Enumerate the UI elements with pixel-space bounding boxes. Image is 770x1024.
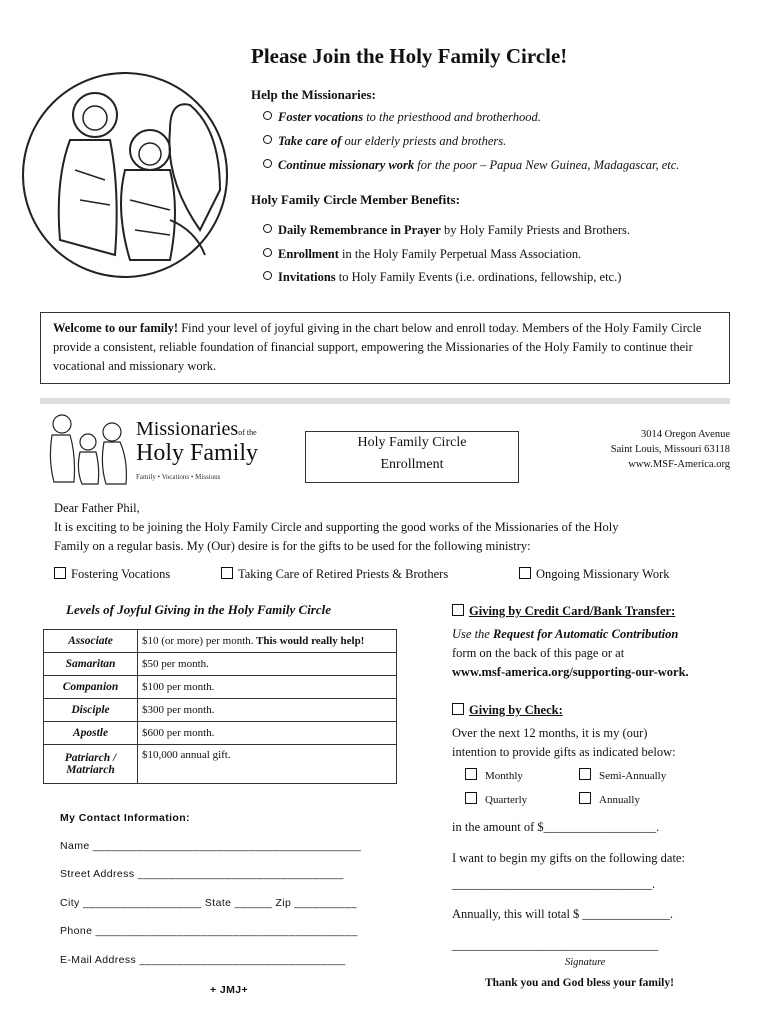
enrollment-line2: Enrollment	[380, 457, 444, 472]
levels-title: Levels of Joyful Giving in the Holy Family Circle	[66, 602, 332, 617]
annual-total-field[interactable]: Annually, this will total $ ______________.	[452, 907, 674, 921]
address-block	[611, 427, 730, 472]
signature-field[interactable]: _________________________________	[452, 938, 659, 952]
frequency-monthly[interactable]: Monthly	[465, 768, 523, 782]
letter-line1: It is exciting to be joining the Holy Family Circle and supporting the good works of the Missionaries of the Holy	[54, 520, 619, 534]
city-state-zip-field[interactable]: City ___________________ State ______ Zip __________	[60, 897, 357, 909]
phone-field[interactable]: Phone __________________________________________	[60, 925, 358, 937]
thank-you: Thank you and God bless your family!	[485, 977, 674, 989]
table-row: Companion $100 per month.	[44, 676, 397, 699]
check-option[interactable]: Giving by Check:	[452, 703, 563, 718]
ministry-option[interactable]: Fostering Vocations	[54, 567, 170, 582]
address-street: 3014 Oregon Avenue	[640, 429, 730, 440]
checkbox[interactable]	[519, 567, 531, 579]
table-row: Apostle $600 per month.	[44, 722, 397, 745]
benefit-item: Enrollment in the Holy Family Perpetual Mass Association.	[263, 247, 581, 262]
welcome-bold: Welcome to our family!	[53, 321, 179, 335]
check-line2: intention to provide gifts as indicated below:	[452, 745, 676, 759]
benefit-item: Invitations to Holy Family Events (i.e. ordinations, fellowship, etc.)	[263, 270, 621, 285]
begin-date-field[interactable]: ________________________________.	[452, 877, 656, 891]
logo-line2: Holy Family	[136, 440, 259, 466]
logo-illustration	[40, 410, 132, 486]
checkbox[interactable]	[54, 567, 66, 579]
name-field[interactable]: Name ___________________________________________	[60, 840, 362, 852]
address-city: Saint Louis, Missouri 63118	[610, 444, 730, 455]
checkbox[interactable]	[221, 567, 233, 579]
checkbox[interactable]	[579, 768, 591, 780]
checkbox[interactable]	[452, 604, 464, 616]
address-web: www.MSF-America.org	[628, 459, 730, 470]
checkbox[interactable]	[465, 768, 477, 780]
ministry-option[interactable]: Taking Care of Retired Priests & Brothers	[221, 567, 448, 582]
help-item: Foster vocations to the priesthood and brotherhood.	[263, 110, 541, 125]
logo-subtitle: Family • Vocations • Missions	[136, 473, 221, 481]
table-row: Associate $10 (or more) per month. This would really help!	[44, 630, 397, 653]
help-heading: Help the Missionaries:	[251, 87, 376, 102]
signature-label: Signature	[565, 957, 606, 968]
enrollment-box	[305, 431, 519, 483]
begin-label: I want to begin my gifts on the following date:	[452, 851, 685, 865]
letter-line2: Family on a regular basis. My (Our) desire is for the gifts to be used for the following ministry:	[54, 539, 531, 553]
contact-heading: My Contact Information:	[60, 812, 190, 824]
card-url[interactable]: www.msf-america.org/supporting-our-work.	[452, 665, 689, 679]
welcome-text: Find your level of joyful giving in the chart below and enroll today. Members of the Holy Family Circle provide a consistent, reliable foundation of financial support, empowering the Missionaries of the Holy Family to continue their vocational and missionary work.	[53, 321, 702, 373]
frequency-semi-annually[interactable]: Semi-Annually	[579, 768, 666, 782]
salutation: Dear Father Phil,	[54, 501, 140, 515]
help-item: Take care of our elderly priests and brothers.	[263, 134, 506, 149]
benefits-heading: Holy Family Circle Member Benefits:	[251, 192, 460, 207]
table-row: Disciple $300 per month.	[44, 699, 397, 722]
levels-table	[43, 629, 397, 784]
amount-field[interactable]: in the amount of $__________________.	[452, 820, 660, 834]
page-title: Please Join the Holy Family Circle!	[251, 44, 568, 68]
divider	[40, 398, 730, 404]
checkbox[interactable]	[465, 792, 477, 804]
email-field[interactable]: E-Mail Address _________________________________	[60, 954, 346, 966]
checkbox[interactable]	[579, 792, 591, 804]
table-row: Patriarch / Matriarch $10,000 annual gift.	[44, 745, 397, 784]
card-option[interactable]: Giving by Credit Card/Bank Transfer:	[452, 604, 675, 619]
frequency-annually[interactable]: Annually	[579, 792, 640, 806]
card-line1: Use the Request for Automatic Contribution	[452, 627, 679, 641]
logo-line1: Missionariesof the	[136, 418, 257, 440]
card-line2: form on the back of this page or at	[452, 646, 625, 660]
welcome-box	[40, 312, 730, 384]
benefit-item: Daily Remembrance in Prayer by Holy Family Priests and Brothers.	[263, 223, 630, 238]
ministry-option[interactable]: Ongoing Missionary Work	[519, 567, 669, 582]
table-row: Samaritan $50 per month.	[44, 653, 397, 676]
enrollment-line1: Holy Family Circle	[357, 435, 467, 450]
frequency-quarterly[interactable]: Quarterly	[465, 792, 527, 806]
checkbox[interactable]	[452, 703, 464, 715]
jmj-footer: + JMJ+	[210, 984, 249, 996]
street-field[interactable]: Street Address _________________________________	[60, 868, 344, 880]
check-line1: Over the next 12 months, it is my (our)	[452, 726, 648, 740]
holy-family-illustration	[20, 70, 230, 280]
help-item: Continue missionary work for the poor – Papua New Guinea, Madagascar, etc.	[263, 158, 679, 173]
